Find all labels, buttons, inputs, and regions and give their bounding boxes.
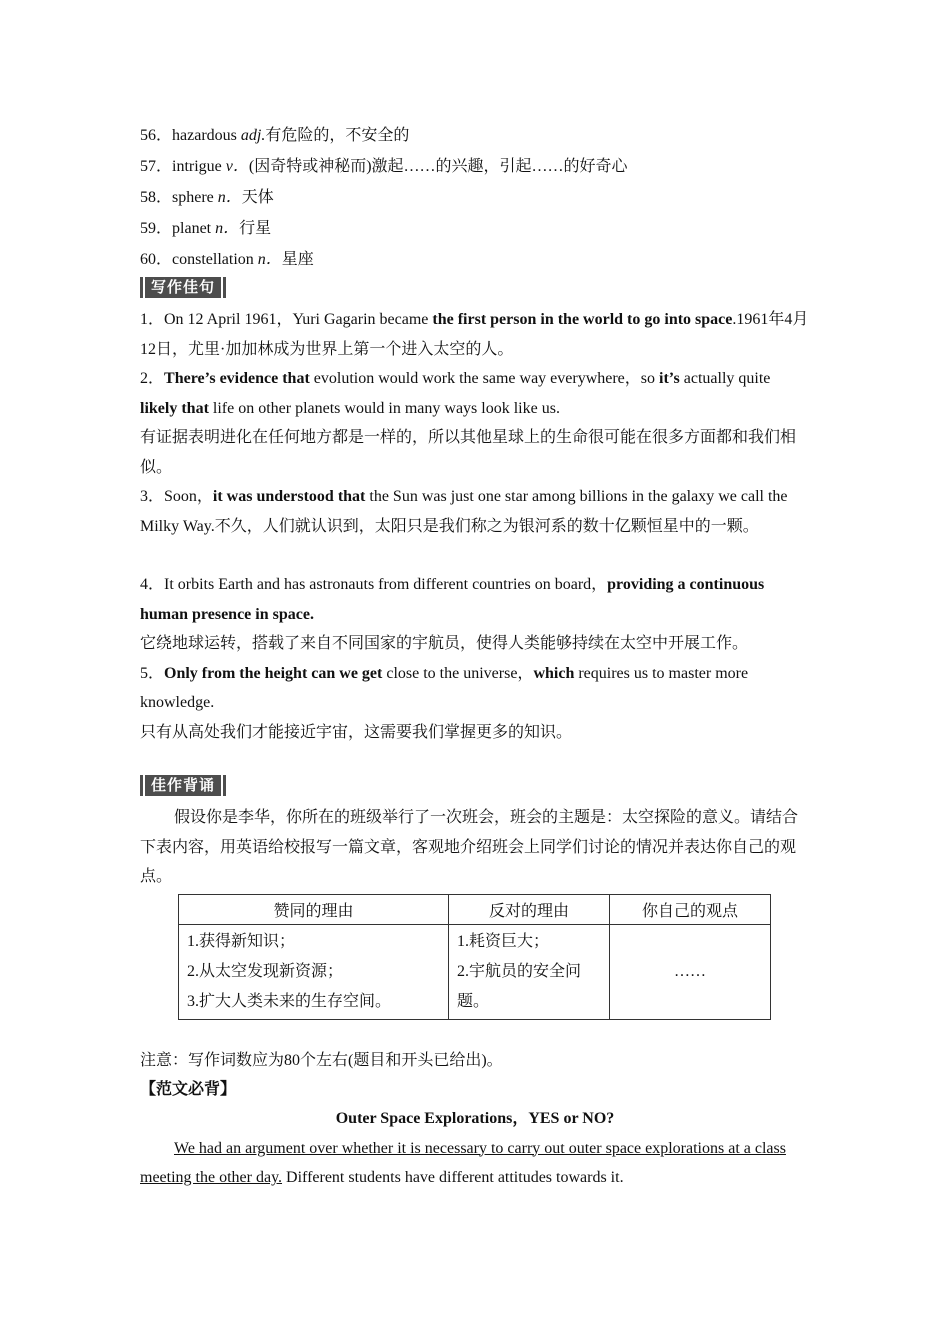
oppose-reasons-cell: 1.耗资巨大； 2.宇航员的安全问 题。 bbox=[449, 924, 610, 1019]
vocab-item bbox=[140, 182, 810, 213]
sentence-4-translation: 它绕地球运转，搭载了来自不同国家的宇航员，使得人类能够持续在太空中开展工作。 bbox=[140, 635, 749, 652]
vocab-word: planet bbox=[172, 220, 216, 237]
table-header: 你自己的观点 bbox=[610, 894, 771, 924]
agree-reasons-cell: 1.获得新知识； 2.从太空发现新资源； 3.扩大人类未来的生存空间。 bbox=[179, 924, 449, 1019]
vocab-word: constellation bbox=[172, 251, 258, 268]
vocab-item bbox=[140, 120, 810, 151]
vocab-word: hazardous bbox=[172, 127, 241, 144]
vocab-meaning: 行星 bbox=[239, 220, 272, 237]
vocab-meaning: 星座 bbox=[281, 251, 314, 268]
own-opinion-cell: …… bbox=[610, 924, 771, 1019]
vocab-pos: n． bbox=[217, 189, 242, 206]
vocab-pos: adj. bbox=[240, 127, 266, 144]
sentence-5: 5．Only from the height can we get close to the universe，which requires us to master more knowledge. bbox=[140, 664, 749, 711]
vocab-item bbox=[140, 213, 810, 244]
vocab-meaning: 天体 bbox=[241, 189, 274, 206]
essay-underlined-sentence: We had an argument over whether it is necessary to carry out outer space explorations at a class meeting the other day. bbox=[140, 1139, 786, 1186]
sentence-5-translation: 只有从高处我们才能接近宇宙，这需要我们掌握更多的知识。 bbox=[140, 723, 573, 741]
vocab-meaning: (因奇特或神秘而)激起……的兴趣，引起……的好奇心 bbox=[248, 158, 628, 175]
vocab-number: 58． bbox=[140, 189, 173, 206]
table-header: 反对的理由 bbox=[449, 894, 610, 924]
sentence-3: 3．Soon，it was understood that the Sun was just one star among billions in the galaxy we call the Milky Way.不久，人们就认识到，太阳只是我们称之为银河系的数十亿颗恒星中的一颗。 bbox=[140, 488, 788, 535]
vocab-list bbox=[140, 120, 810, 275]
vocab-word: sphere bbox=[172, 189, 218, 206]
vocab-number: 59． bbox=[140, 220, 173, 237]
word-count-note: 注意：写作词数应为80个左右(题目和开头已给出)。 bbox=[140, 1051, 503, 1069]
vocab-pos: n． bbox=[257, 251, 282, 268]
section-badge-sentences: 写作佳句 bbox=[140, 277, 226, 298]
sentence-1: 1．On 12 April 1961，Yuri Gagarin became the first person in the world to go into space.1961年4月12日，尤里·加加林成为世界上第一个进入太空的人。 bbox=[140, 311, 809, 358]
writing-prompt: 假设你是李华，你所在的班级举行了一次班会，班会的主题是：太空探险的意义。请结合下表内容，用英语给校报写一篇文章，客观地介绍班会上同学们讨论的情况并表达你自己的观点。 bbox=[140, 809, 799, 885]
document-page bbox=[140, 120, 810, 1193]
vocab-meaning: 有危险的，不安全的 bbox=[265, 127, 410, 144]
essay-body: We had an argument over whether it is necessary to carry out outer space explorations at a class meeting the other day. Different students have different attitudes towards it. bbox=[140, 1139, 786, 1186]
sentence-2: 2．There’s evidence that evolution would work the same way everywhere，so it’s actually quite likely that life on other planets would in many ways look like us. bbox=[140, 370, 771, 417]
vocab-number: 57． bbox=[140, 158, 173, 175]
vocab-item bbox=[140, 244, 810, 275]
vocab-pos: v． bbox=[225, 158, 249, 175]
sentence-4: 4．It orbits Earth and has astronauts from different countries on board，providing a continuous human presence in space. bbox=[140, 576, 765, 623]
sentence-2-translation: 有证据表明进化在任何地方都是一样的，所以其他星球上的生命很可能在很多方面都和我们相似。 bbox=[140, 429, 797, 476]
essay-title: Outer Space Explorations，YES or NO? bbox=[335, 1109, 615, 1127]
reasons-table bbox=[178, 894, 771, 1020]
table-header: 赞同的理由 bbox=[179, 894, 449, 924]
vocab-number: 56． bbox=[140, 127, 173, 144]
model-essay-label: 【范文必背】 bbox=[140, 1080, 237, 1098]
vocab-number: 60． bbox=[140, 251, 173, 268]
vocab-word: intrigue bbox=[172, 158, 226, 175]
section-badge-recite: 佳作背诵 bbox=[140, 775, 226, 796]
vocab-item bbox=[140, 151, 810, 182]
vocab-pos: n． bbox=[215, 220, 240, 237]
